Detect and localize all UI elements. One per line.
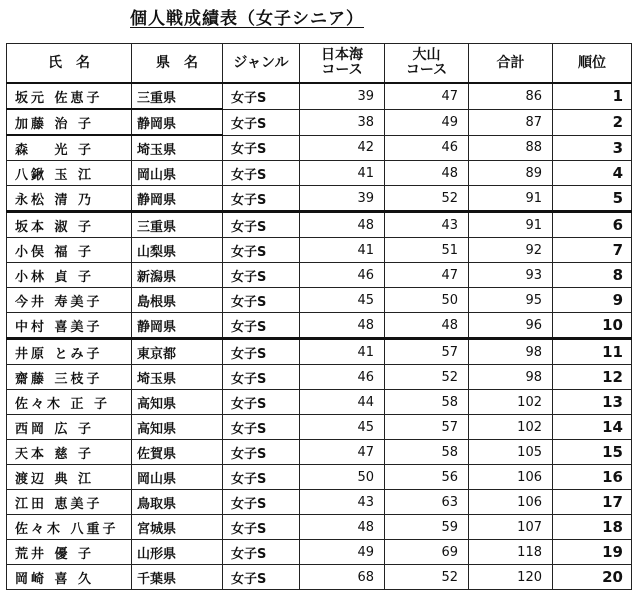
cell-name: 天本 慈 子 xyxy=(7,440,132,465)
cell-total: 93 xyxy=(469,263,553,288)
cell-prefecture: 岡山県 xyxy=(132,465,223,490)
cell-genre: 女子S xyxy=(223,238,300,263)
header-prefecture: 県 名 xyxy=(132,44,223,84)
cell-course2: 63 xyxy=(385,490,469,515)
table-row xyxy=(7,339,632,365)
cell-total: 88 xyxy=(469,135,553,161)
cell-name: 佐々木 八重子 xyxy=(7,515,132,540)
cell-course2: 57 xyxy=(385,339,469,365)
cell-prefecture: 埼玉県 xyxy=(132,135,223,161)
cell-rank: 8 xyxy=(553,263,632,288)
cell-prefecture: 千葉県 xyxy=(132,565,223,590)
cell-prefecture: 高知県 xyxy=(132,415,223,440)
cell-name: 荒井 優 子 xyxy=(7,540,132,565)
cell-total: 86 xyxy=(469,83,553,109)
cell-name: 佐々木 正 子 xyxy=(7,390,132,415)
table-row xyxy=(7,440,632,465)
cell-genre: 女子S xyxy=(223,365,300,390)
cell-course1: 41 xyxy=(300,339,385,365)
cell-course1: 49 xyxy=(300,540,385,565)
cell-total: 91 xyxy=(469,212,553,238)
cell-genre: 女子S xyxy=(223,390,300,415)
cell-rank: 18 xyxy=(553,515,632,540)
cell-name: 小林 貞 子 xyxy=(7,263,132,288)
cell-course1: 45 xyxy=(300,288,385,313)
header-course2 xyxy=(385,44,469,84)
cell-course2: 47 xyxy=(385,263,469,288)
cell-genre: 女子S xyxy=(223,83,300,109)
cell-course2: 47 xyxy=(385,83,469,109)
cell-course1: 41 xyxy=(300,238,385,263)
results-table xyxy=(6,43,632,590)
cell-rank: 2 xyxy=(553,109,632,135)
cell-prefecture: 岡山県 xyxy=(132,161,223,186)
cell-genre: 女子S xyxy=(223,161,300,186)
cell-name: 小俣 福 子 xyxy=(7,238,132,263)
cell-prefecture: 埼玉県 xyxy=(132,365,223,390)
cell-course2: 51 xyxy=(385,238,469,263)
cell-rank: 4 xyxy=(553,161,632,186)
header-course1-line2: コース xyxy=(321,62,363,78)
cell-name: 渡辺 典 江 xyxy=(7,465,132,490)
cell-course1: 45 xyxy=(300,415,385,440)
cell-total: 91 xyxy=(469,186,553,212)
cell-genre: 女子S xyxy=(223,109,300,135)
table-row xyxy=(7,212,632,238)
header-course1 xyxy=(300,44,385,84)
cell-course1: 48 xyxy=(300,212,385,238)
cell-total: 105 xyxy=(469,440,553,465)
header-total: 合計 xyxy=(469,44,553,84)
cell-prefecture: 鳥取県 xyxy=(132,490,223,515)
cell-rank: 11 xyxy=(553,339,632,365)
cell-name: 永松 清 乃 xyxy=(7,186,132,212)
table-row xyxy=(7,365,632,390)
table-row xyxy=(7,313,632,339)
cell-prefecture: 三重県 xyxy=(132,83,223,109)
cell-rank: 5 xyxy=(553,186,632,212)
header-course2-line1: 大山 xyxy=(412,47,441,63)
cell-prefecture: 静岡県 xyxy=(132,313,223,339)
cell-genre: 女子S xyxy=(223,465,300,490)
cell-genre: 女子S xyxy=(223,186,300,212)
cell-genre: 女子S xyxy=(223,490,300,515)
cell-total: 98 xyxy=(469,339,553,365)
cell-name: 中村 喜美子 xyxy=(7,313,132,339)
cell-genre: 女子S xyxy=(223,313,300,339)
cell-rank: 16 xyxy=(553,465,632,490)
cell-rank: 12 xyxy=(553,365,632,390)
cell-course1: 44 xyxy=(300,390,385,415)
cell-genre: 女子S xyxy=(223,339,300,365)
cell-genre: 女子S xyxy=(223,515,300,540)
cell-course1: 48 xyxy=(300,313,385,339)
cell-course2: 58 xyxy=(385,390,469,415)
cell-prefecture: 佐賀県 xyxy=(132,440,223,465)
header-name: 氏 名 xyxy=(7,44,132,84)
cell-course2: 48 xyxy=(385,161,469,186)
cell-name: 岡崎 喜 久 xyxy=(7,565,132,590)
table-row xyxy=(7,109,632,135)
cell-prefecture: 島根県 xyxy=(132,288,223,313)
cell-course2: 58 xyxy=(385,440,469,465)
cell-name: 坂元 佐恵子 xyxy=(7,83,132,109)
page-title: 個人戦成績表（女子シニア） xyxy=(130,9,364,29)
cell-course2: 43 xyxy=(385,212,469,238)
table-row xyxy=(7,186,632,212)
cell-genre: 女子S xyxy=(223,288,300,313)
header-course2-line2: コース xyxy=(405,62,448,78)
cell-total: 107 xyxy=(469,515,553,540)
cell-course2: 59 xyxy=(385,515,469,540)
cell-course2: 52 xyxy=(385,365,469,390)
cell-genre: 女子S xyxy=(223,212,300,238)
cell-course1: 39 xyxy=(300,186,385,212)
table-row xyxy=(7,288,632,313)
cell-prefecture: 山形県 xyxy=(132,540,223,565)
cell-name: 江田 恵美子 xyxy=(7,490,132,515)
cell-name: 西岡 広 子 xyxy=(7,415,132,440)
cell-course2: 49 xyxy=(385,109,469,135)
cell-course1: 48 xyxy=(300,515,385,540)
cell-total: 98 xyxy=(469,365,553,390)
cell-total: 95 xyxy=(469,288,553,313)
cell-course1: 46 xyxy=(300,365,385,390)
header-course1-line1: 日本海 xyxy=(321,47,363,63)
cell-course1: 50 xyxy=(300,465,385,490)
table-row xyxy=(7,135,632,161)
cell-course1: 41 xyxy=(300,161,385,186)
cell-prefecture: 山梨県 xyxy=(132,238,223,263)
cell-total: 96 xyxy=(469,313,553,339)
cell-rank: 3 xyxy=(553,135,632,161)
table-row xyxy=(7,515,632,540)
cell-prefecture: 東京都 xyxy=(132,339,223,365)
cell-genre: 女子S xyxy=(223,565,300,590)
cell-course1: 43 xyxy=(300,490,385,515)
cell-rank: 17 xyxy=(553,490,632,515)
cell-rank: 9 xyxy=(553,288,632,313)
cell-name: 森 光 子 xyxy=(7,135,132,161)
cell-course2: 46 xyxy=(385,135,469,161)
cell-course1: 47 xyxy=(300,440,385,465)
cell-name: 坂本 淑 子 xyxy=(7,212,132,238)
cell-course1: 39 xyxy=(300,83,385,109)
cell-course2: 48 xyxy=(385,313,469,339)
cell-genre: 女子S xyxy=(223,415,300,440)
cell-genre: 女子S xyxy=(223,440,300,465)
cell-name: 八鍬 玉 江 xyxy=(7,161,132,186)
table-row xyxy=(7,161,632,186)
cell-rank: 7 xyxy=(553,238,632,263)
cell-genre: 女子S xyxy=(223,135,300,161)
cell-prefecture: 静岡県 xyxy=(132,109,223,135)
cell-total: 102 xyxy=(469,390,553,415)
cell-course2: 57 xyxy=(385,415,469,440)
cell-total: 102 xyxy=(469,415,553,440)
cell-name: 齋藤 三枝子 xyxy=(7,365,132,390)
cell-total: 118 xyxy=(469,540,553,565)
cell-prefecture: 静岡県 xyxy=(132,186,223,212)
header-genre: ジャンル xyxy=(223,44,300,84)
cell-rank: 14 xyxy=(553,415,632,440)
header-row xyxy=(7,44,632,84)
cell-rank: 6 xyxy=(553,212,632,238)
cell-course1: 46 xyxy=(300,263,385,288)
cell-rank: 13 xyxy=(553,390,632,415)
cell-prefecture: 宮城県 xyxy=(132,515,223,540)
table-row xyxy=(7,415,632,440)
cell-name: 井原 とみ子 xyxy=(7,339,132,365)
cell-rank: 20 xyxy=(553,565,632,590)
cell-rank: 10 xyxy=(553,313,632,339)
table-row xyxy=(7,263,632,288)
cell-course2: 56 xyxy=(385,465,469,490)
cell-name: 加藤 治 子 xyxy=(7,109,132,135)
cell-course1: 38 xyxy=(300,109,385,135)
table-row xyxy=(7,83,632,109)
table-row xyxy=(7,540,632,565)
cell-genre: 女子S xyxy=(223,263,300,288)
cell-course2: 52 xyxy=(385,186,469,212)
cell-prefecture: 新潟県 xyxy=(132,263,223,288)
cell-prefecture: 高知県 xyxy=(132,390,223,415)
cell-total: 106 xyxy=(469,465,553,490)
cell-rank: 1 xyxy=(553,83,632,109)
table-row xyxy=(7,238,632,263)
table-row xyxy=(7,390,632,415)
header-rank: 順位 xyxy=(553,44,632,84)
cell-rank: 19 xyxy=(553,540,632,565)
cell-name: 今井 寿美子 xyxy=(7,288,132,313)
cell-total: 106 xyxy=(469,490,553,515)
cell-total: 92 xyxy=(469,238,553,263)
cell-course2: 50 xyxy=(385,288,469,313)
cell-course1: 42 xyxy=(300,135,385,161)
cell-total: 120 xyxy=(469,565,553,590)
table-row xyxy=(7,565,632,590)
cell-course2: 69 xyxy=(385,540,469,565)
table-row xyxy=(7,490,632,515)
table-row xyxy=(7,465,632,490)
cell-rank: 15 xyxy=(553,440,632,465)
cell-total: 89 xyxy=(469,161,553,186)
cell-course1: 68 xyxy=(300,565,385,590)
cell-prefecture: 三重県 xyxy=(132,212,223,238)
cell-genre: 女子S xyxy=(223,540,300,565)
cell-course2: 52 xyxy=(385,565,469,590)
cell-total: 87 xyxy=(469,109,553,135)
